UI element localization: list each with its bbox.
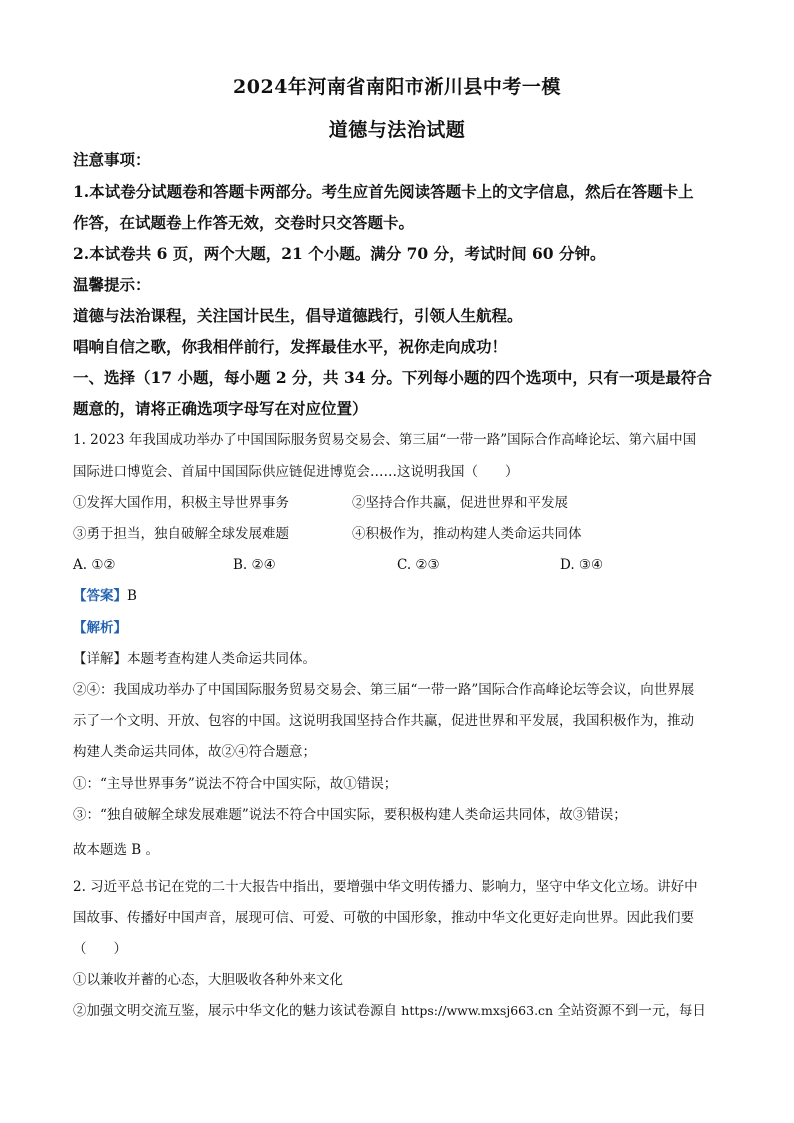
answer-value: B (127, 588, 137, 604)
detail-tag: 【详解】 (73, 651, 127, 667)
section-heading-line-1: 一、选择（17 小题，每小题 2 分，共 34 分。下列每小题的四个选项中，只有一项是最符合 (73, 368, 712, 387)
q1-explanation-1-line-3: 构建人类命运共同体，故②④符合题意； (73, 744, 316, 760)
q1-conclusion: 故本题选 B 。 (73, 842, 160, 858)
q1-statement-4: ④积极作为，推动构建人类命运共同体 (352, 526, 582, 542)
q1-explanation-1-line-2: 示了一个文明、开放、包容的中国。这说明我国坚持合作共赢，促进世界和平发展，我国积极作为，推动 (73, 713, 694, 729)
q2-stem-line-1: 2. 习近平总书记在党的二十大报告中指出，要增强中华文明传播力、影响力，坚守中华文化立场。讲好中 (73, 879, 698, 895)
notice-heading: 注意事项： (73, 150, 151, 169)
tips-line-1: 道德与法治课程，关注国计民生，倡导道德践行，引领人生航程。 (73, 306, 523, 325)
q2-stem-line-3: （ ） (73, 941, 127, 957)
answer-tag: 【答案】 (73, 588, 127, 604)
q1-option-d: D. ③④ (560, 557, 604, 573)
notice-item-2: 2.本试卷共 6 页，两个大题，21 个小题。满分 70 分，考试时间 60 分钟。 (73, 244, 606, 263)
q1-statement-2: ②坚持合作共赢，促进世界和平发展 (352, 495, 568, 511)
q1-option-b: B. ②④ (233, 557, 276, 573)
q1-option-a: A. ①② (73, 557, 116, 573)
tips-line-2: 唱响自信之歌，你我相伴前行，发挥最佳水平，祝你走向成功！ (73, 337, 508, 356)
q1-statement-1: ①发挥大国作用，积极主导世界事务 (73, 495, 289, 511)
q2-statement-2-tail: 全站资源不到一元，每日 (557, 1003, 706, 1019)
tips-heading: 温馨提示： (73, 275, 151, 294)
q1-detail (73, 649, 723, 669)
q2-statement-2 (73, 1001, 723, 1021)
notice-item-1-line-1: 1.本试卷分试题卷和答题卡两部分。考生应首先阅读答题卡上的文字信息，然后在答题卡上 (73, 182, 694, 201)
source-url-link[interactable]: https://www.mxsj663.cn (401, 1003, 554, 1018)
q1-option-c: C. ②③ (397, 557, 440, 573)
q1-statement-3: ③勇于担当，独自破解全球发展难题 (73, 526, 289, 542)
q2-statement-1: ①以兼收并蓄的心态，大胆吸收各种外来文化 (73, 972, 343, 988)
analysis-tag: 【解析】 (73, 620, 127, 636)
q1-explanation-3: ③：“独自破解全球发展难题”说法不符合中国实际，要积极构建人类命运共同体，故③错误； (73, 807, 627, 823)
q1-explanation-1-line-1: ②④：我国成功举办了中国国际服务贸易交易会、第三届“一带一路”国际合作高峰论坛等会议，向世界展 (73, 682, 695, 698)
q1-answer (73, 586, 723, 606)
q1-analysis (73, 618, 723, 638)
q2-stem-line-2: 国故事、传播好中国声音，展现可信、可爱、可敬的中国形象，推动中华文化更好走向世界。因此我们要 (73, 910, 694, 926)
q1-stem-line-1: 1. 2023 年我国成功举办了中国国际服务贸易交易会、第三届“一带一路”国际合作高峰论坛、第六届中国 (73, 432, 697, 448)
detail-text: 本题考查构建人类命运共同体。 (127, 651, 316, 667)
q2-statement-2-text: ②加强文明交流互鉴，展示中华文化的魅力该试卷源自 (73, 1003, 397, 1019)
q1-stem-line-2: 国际进口博览会、首届中国国际供应链促进博览会……这说明我国（ ） (73, 464, 519, 480)
section-heading-line-2: 题意的，请将正确选项字母写在对应位置） (73, 399, 368, 418)
notice-item-1-line-2: 作答，在试题卷上作答无效，交卷时只交答题卡。 (73, 213, 415, 232)
exam-title: 2024年河南省南阳市淅川县中考一模 (233, 76, 561, 98)
q1-explanation-2: ①：“主导世界事务”说法不符合中国实际，故①错误； (73, 776, 398, 792)
exam-subtitle: 道德与法治试题 (328, 119, 466, 141)
